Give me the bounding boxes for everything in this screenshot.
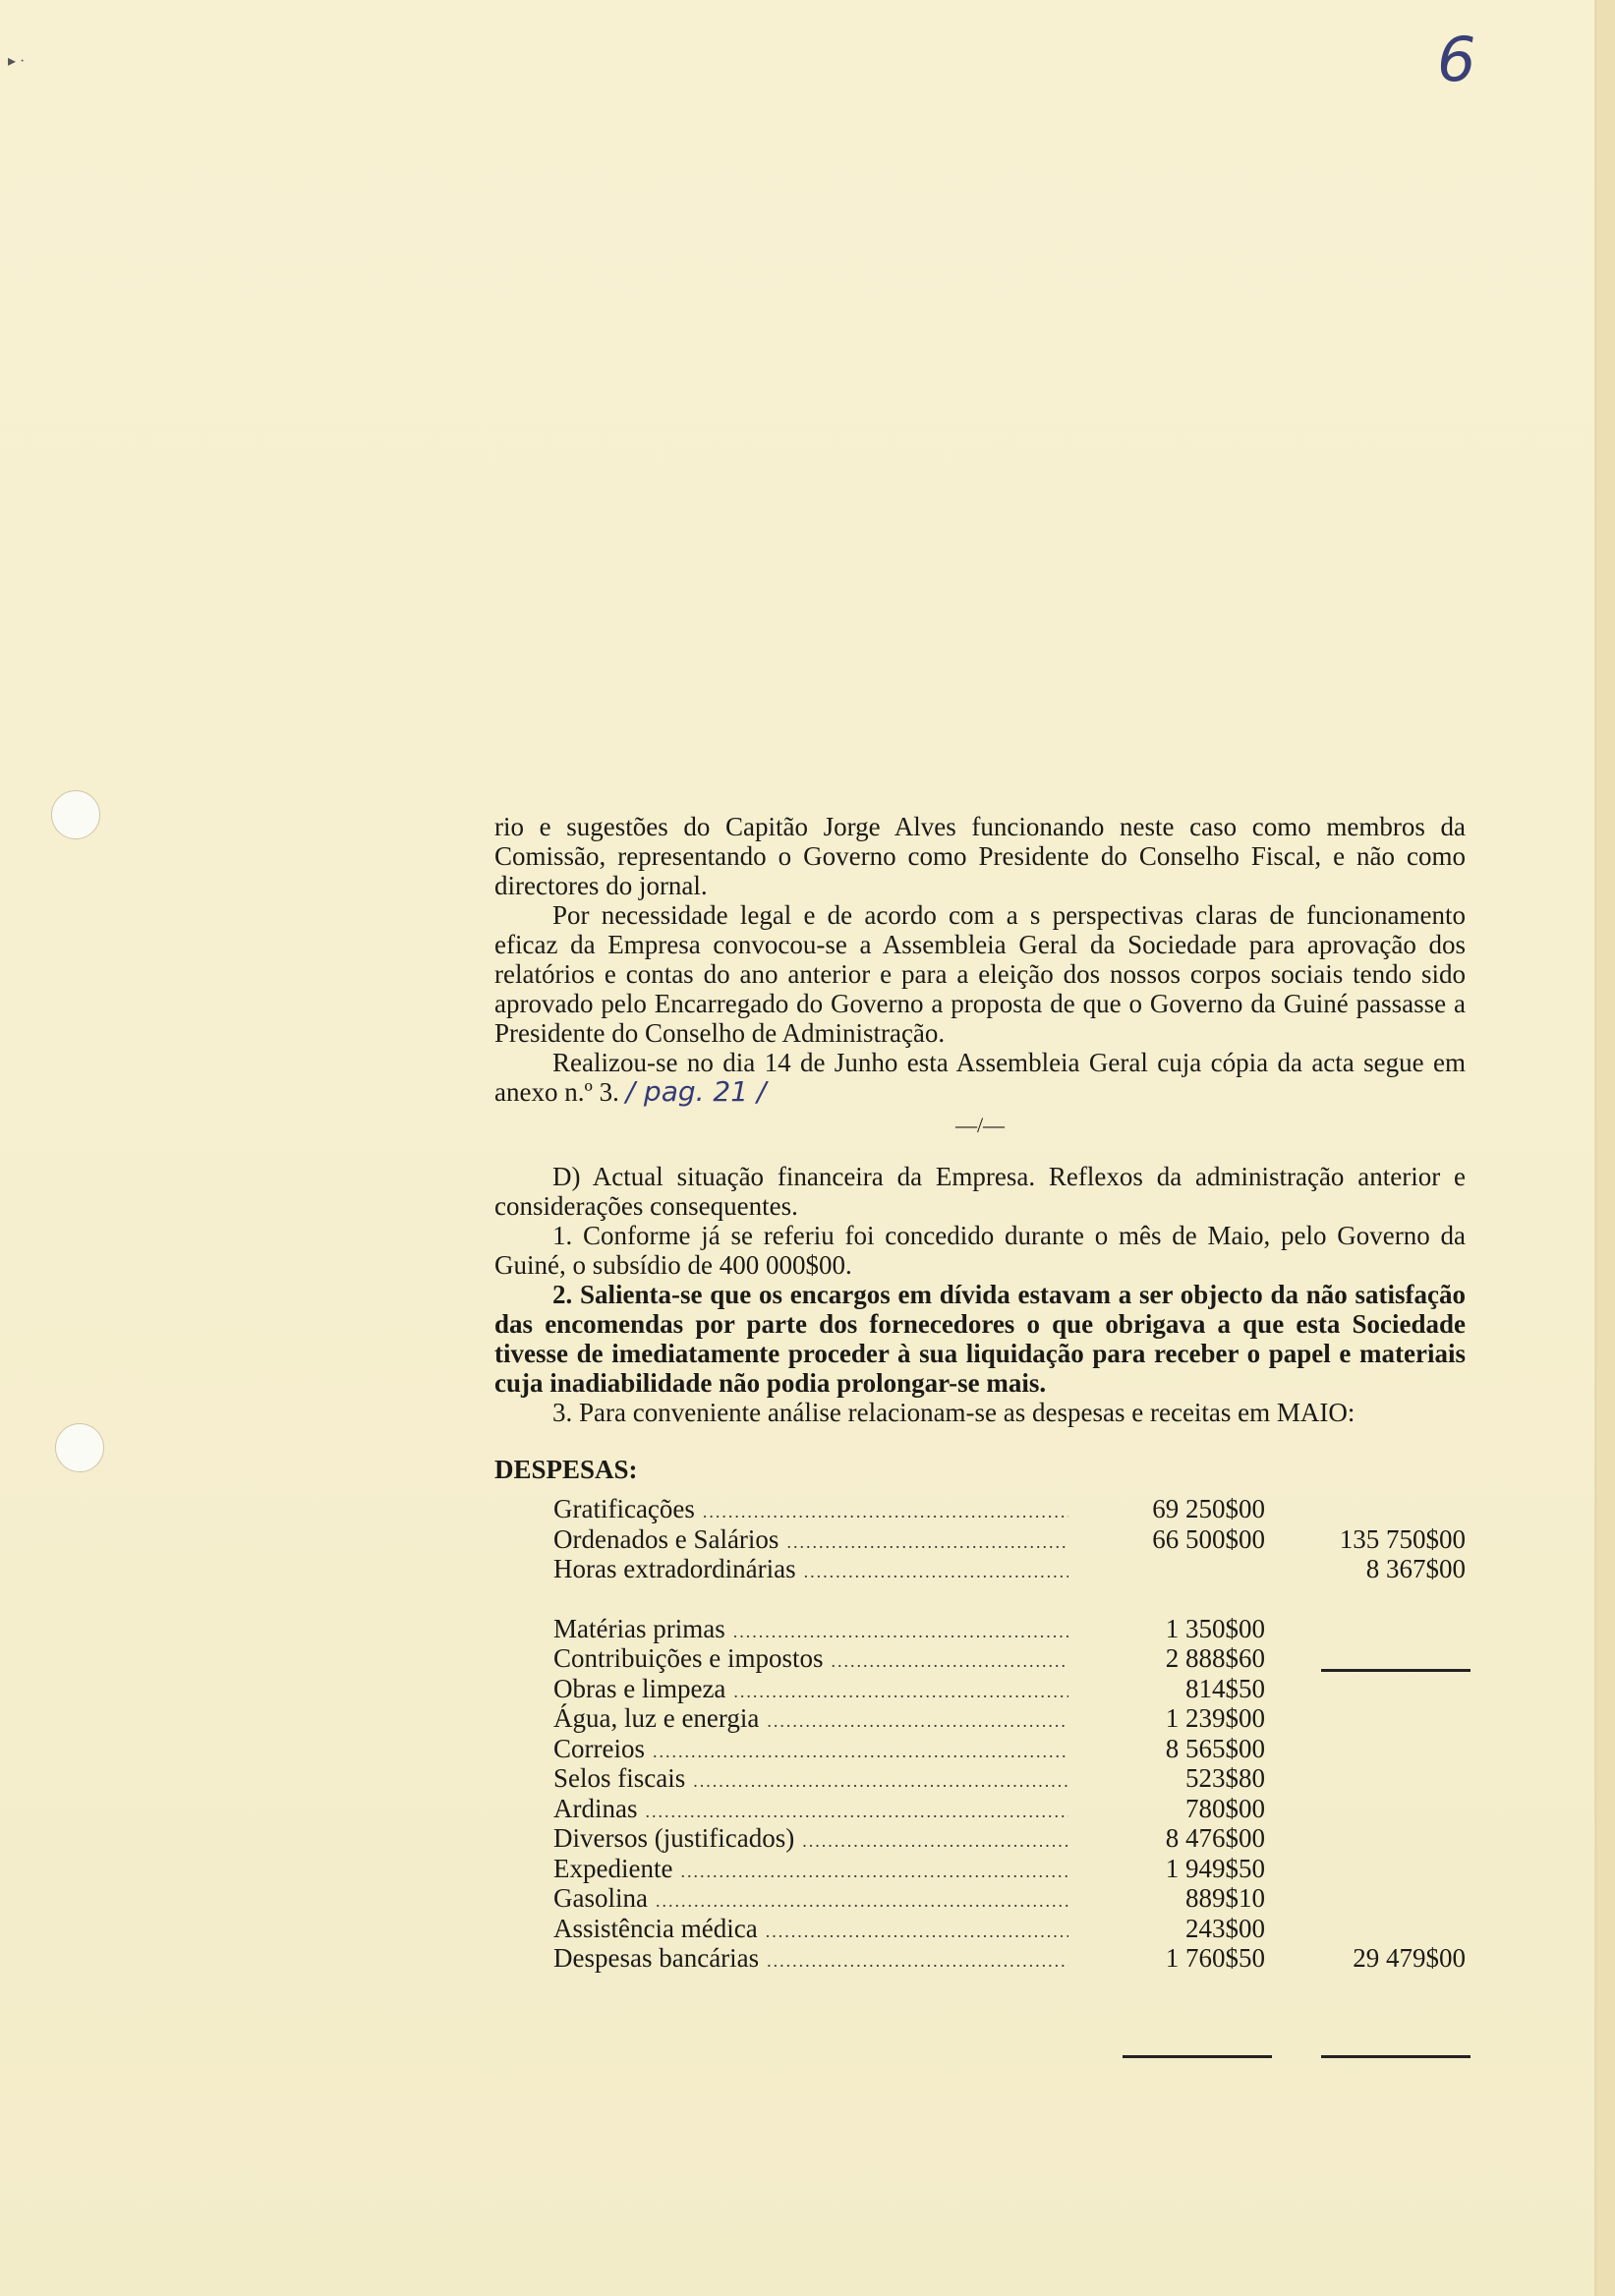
grand-total-rule	[1321, 2055, 1471, 2058]
row-amount: 2 888$60	[1165, 1643, 1265, 1673]
table-row	[494, 1703, 1466, 1734]
paragraph-3-text: Realizou-se no dia 14 de Junho esta Assembleia Geral cuja cópia da acta segue em anexo n.º 3.	[494, 1048, 1466, 1107]
section-d-item-1: 1. Conforme já se referiu foi concedido durante o mês de Maio, pelo Governo da Guiné, o subsídio de 400 000$00.	[494, 1221, 1466, 1280]
page-edge	[1597, 0, 1615, 2296]
subtotal-rule	[1321, 1669, 1471, 1672]
table-row	[494, 1524, 1466, 1555]
table-row	[494, 1614, 1466, 1644]
separator: —/—	[954, 1113, 1006, 1137]
row-amount: 8 476$00	[1165, 1823, 1265, 1853]
row-amount: 69 250$00	[1152, 1494, 1265, 1523]
row-label: Ordenados e Salários	[553, 1523, 779, 1554]
document-body	[494, 812, 1466, 1974]
row-label: Selos fiscais	[553, 1763, 686, 1793]
row-label: Diversos (justificados)	[553, 1823, 795, 1853]
row-label: Matérias primas	[553, 1613, 725, 1643]
row-total: 135 750$00	[1339, 1523, 1466, 1554]
row-total: 29 479$00	[1353, 1943, 1466, 1973]
row-label: Ardinas	[553, 1793, 638, 1823]
row-amount: 1 350$00	[1165, 1613, 1265, 1643]
handwritten-note: / pag. 21 /	[625, 1075, 767, 1108]
row-amount: 1 239$00	[1165, 1703, 1265, 1733]
row-label: Correios	[553, 1733, 645, 1763]
dot-leader	[656, 1886, 1068, 1916]
dot-leader	[733, 1617, 1068, 1646]
table-row	[494, 1643, 1466, 1674]
punch-hole-top	[51, 790, 100, 839]
row-label: Contribuições e impostos	[553, 1643, 824, 1673]
table-row	[494, 1943, 1466, 1974]
dot-leader	[802, 1826, 1068, 1856]
table-row	[494, 1494, 1466, 1524]
section-d-item-3: 3. Para conveniente análise relacionam-se as despesas e receitas em MAIO:	[552, 1398, 1355, 1427]
dot-leader	[831, 1646, 1068, 1676]
row-total: 8 367$00	[1365, 1554, 1466, 1583]
table-row	[494, 1554, 1466, 1584]
table-row	[494, 1674, 1466, 1704]
dot-leader	[653, 1737, 1068, 1766]
paragraph-3	[494, 1048, 1466, 1107]
section-d-title: D) Actual situação financeira da Empresa. Reflexos da administração anterior e considerações consequentes.	[494, 1162, 1466, 1221]
section-d-item-2: 2. Salienta-se que os encargos em dívida estavam a ser objecto da não satisfação das encomendas por parte dos fornecedores o que obrigava a que esta Sociedade tivesse de imediatamente proceder à sua liquidação para receber o papel e materiais cuja inadiabilidade não podia prolongar-se mais.	[494, 1280, 1466, 1398]
row-label: Gasolina	[553, 1883, 648, 1913]
row-amount: 1 760$50	[1165, 1943, 1265, 1973]
row-label: Horas extradordinárias	[553, 1554, 796, 1583]
row-label: Obras e limpeza	[553, 1673, 726, 1703]
row-label: Expediente	[553, 1853, 673, 1883]
row-amount: 66 500$00	[1152, 1523, 1265, 1554]
row-amount: 889$10	[1185, 1883, 1265, 1913]
table-row	[494, 1883, 1466, 1914]
table-row	[494, 1763, 1466, 1794]
despesas-heading: DESPESAS:	[494, 1455, 638, 1484]
dot-leader	[766, 1917, 1068, 1946]
dot-leader	[680, 1857, 1068, 1886]
row-amount: 780$00	[1185, 1793, 1265, 1823]
dot-leader	[767, 1946, 1068, 1976]
row-amount: 8 565$00	[1165, 1733, 1265, 1763]
row-amount: 1 949$50	[1165, 1853, 1265, 1883]
corner-mark: ▸ ·	[8, 53, 26, 70]
table-row	[494, 1794, 1466, 1824]
row-label: Água, luz e energia	[553, 1703, 760, 1733]
row-amount: 814$50	[1185, 1673, 1265, 1703]
row-amount: 523$80	[1185, 1763, 1265, 1793]
punch-hole-bottom	[55, 1423, 104, 1472]
dot-leader	[786, 1527, 1068, 1557]
dot-leader	[804, 1557, 1068, 1586]
amount-total-rule	[1123, 2055, 1272, 2058]
dot-leader	[645, 1797, 1068, 1826]
table-row	[494, 1914, 1466, 1944]
row-label: Assistência médica	[553, 1913, 758, 1943]
table-row	[494, 1854, 1466, 1884]
row-amount: 243$00	[1185, 1913, 1265, 1943]
paragraph-2: Por necessidade legal e de acordo com a s perspectivas claras de funcionamento eficaz da Empresa convocou-se a Assembleia Geral da Sociedade para aprovação dos relatórios e contas do ano anterior e para a eleição dos nossos corpos sociais tendo sido aprovado pelo Encarregado do Governo a proposta de que o Governo da Guiné passasse a Presidente do Conselho de Administração.	[494, 900, 1466, 1048]
page-number: 6	[1437, 24, 1476, 95]
table-row	[494, 1734, 1466, 1764]
paragraph-1: rio e sugestões do Capitão Jorge Alves funcionando neste caso como membros da Comissão, representando o Governo como Presidente do Conselho Fiscal, e não como directores do jornal.	[494, 812, 1466, 900]
dot-leader	[703, 1497, 1068, 1526]
despesas-table	[494, 1494, 1466, 1974]
dot-leader	[733, 1677, 1068, 1706]
table-row	[494, 1823, 1466, 1854]
row-label: Gratificações	[553, 1494, 695, 1523]
dot-leader	[693, 1766, 1068, 1796]
dot-leader	[767, 1706, 1068, 1736]
row-label: Despesas bancárias	[553, 1943, 760, 1973]
